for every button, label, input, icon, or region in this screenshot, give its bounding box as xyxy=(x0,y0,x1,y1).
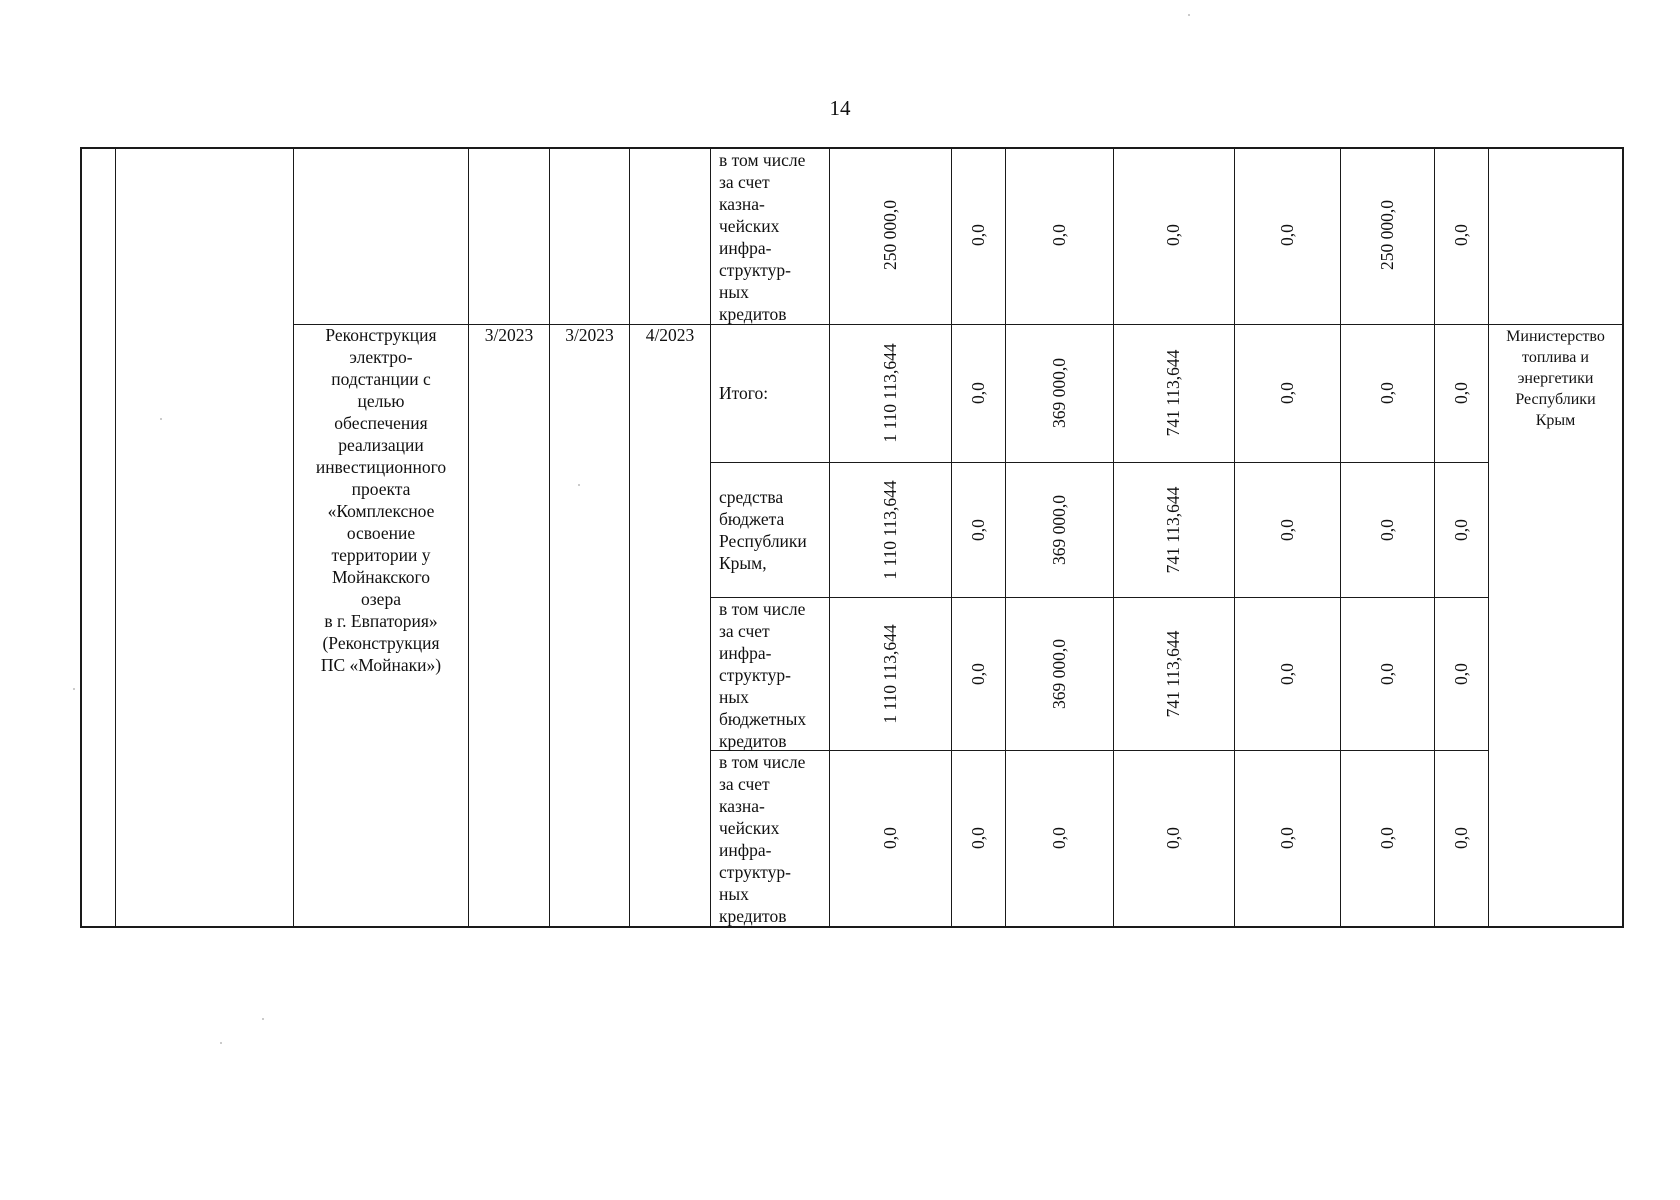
value-cell: 250 000,0 xyxy=(880,200,900,270)
row-label-infra-budget: в том числе за счет инфра- структур- ных бюджетных кредитов xyxy=(719,599,807,751)
col-divider xyxy=(1488,147,1489,928)
value-cell: 741 113,644 xyxy=(1163,486,1183,574)
scan-speck xyxy=(220,1042,222,1044)
value-cell: 0,0 xyxy=(1277,663,1297,685)
value-cell: 0,0 xyxy=(1451,382,1471,404)
col-divider xyxy=(1234,147,1235,928)
value-cell: 0,0 xyxy=(1277,382,1297,404)
value-cell: 0,0 xyxy=(1163,827,1183,849)
scan-speck xyxy=(578,484,580,486)
row-divider xyxy=(711,462,1488,463)
scan-speck xyxy=(262,1018,264,1020)
col-divider xyxy=(115,147,116,928)
col-divider xyxy=(1113,147,1114,928)
value-cell: 0,0 xyxy=(1277,224,1297,246)
value-cell: 0,0 xyxy=(968,663,988,685)
date-mid: 3/2023 xyxy=(565,325,614,345)
executor: Министерство топлива и энергетики Республики Крым xyxy=(1506,328,1605,429)
value-cell: 0,0 xyxy=(1377,382,1397,404)
value-cell: 0,0 xyxy=(1451,827,1471,849)
value-cell: 0,0 xyxy=(1451,519,1471,541)
scan-speck xyxy=(1188,14,1190,16)
table-border-top xyxy=(80,147,1623,149)
value-cell: 369 000,0 xyxy=(1049,358,1069,428)
col-divider xyxy=(1434,147,1435,928)
value-cell: 0,0 xyxy=(968,224,988,246)
col-divider xyxy=(829,147,830,928)
row-label-total: Итого: xyxy=(719,383,769,403)
col-divider xyxy=(549,147,550,928)
row-label-treasury: в том числе за счет казна- чейских инфра- структур- ных кредитов xyxy=(719,752,806,926)
value-cell: 741 113,644 xyxy=(1163,349,1183,437)
page-number: 14 xyxy=(829,96,851,120)
row-label-budget: средства бюджета Республики Крым, xyxy=(719,487,807,573)
value-cell: 0,0 xyxy=(1277,519,1297,541)
value-cell: 0,0 xyxy=(880,827,900,849)
value-cell: 0,0 xyxy=(1277,827,1297,849)
project-name: Реконструкция электро- подстанции с целью обеспечения реализации инвестиционного проекта «Комплексное освоение территории у Мойнакского озера в г. Евпатория» (Реконструкция ПС «Мойнаки») xyxy=(315,325,447,675)
value-cell: 0,0 xyxy=(968,382,988,404)
value-cell: 0,0 xyxy=(968,827,988,849)
value-cell: 0,0 xyxy=(968,519,988,541)
value-cell: 1 110 113,644 xyxy=(880,480,900,580)
col-divider xyxy=(1005,147,1006,928)
col-divider xyxy=(468,147,469,928)
table-border-right xyxy=(1622,147,1624,928)
col-divider xyxy=(951,147,952,928)
table-border-bottom xyxy=(80,926,1623,928)
col-divider xyxy=(1340,147,1341,928)
value-cell: 0,0 xyxy=(1451,663,1471,685)
table-border-left xyxy=(80,147,82,928)
scan-speck xyxy=(73,688,75,690)
value-cell: 0,0 xyxy=(1377,519,1397,541)
value-cell: 1 110 113,644 xyxy=(880,624,900,724)
date-end: 4/2023 xyxy=(645,325,695,345)
value-cell: 0,0 xyxy=(1451,224,1471,246)
value-cell: 0,0 xyxy=(1377,663,1397,685)
value-cell: 0,0 xyxy=(1377,827,1397,849)
value-cell: 369 000,0 xyxy=(1049,495,1069,565)
value-cell: 1 110 113,644 xyxy=(880,343,900,443)
value-cell: 0,0 xyxy=(1049,224,1069,246)
value-cell: 369 000,0 xyxy=(1049,639,1069,709)
source-label-top: в том числе за счет казна- чейских инфра- структур- ных кредитов xyxy=(719,150,806,324)
col-divider xyxy=(629,147,630,928)
value-cell: 250 000,0 xyxy=(1377,200,1397,270)
value-cell: 741 113,644 xyxy=(1163,630,1183,718)
scan-speck xyxy=(160,418,162,420)
value-cell: 0,0 xyxy=(1049,827,1069,849)
date-start: 3/2023 xyxy=(484,325,534,345)
value-cell: 0,0 xyxy=(1163,224,1183,246)
